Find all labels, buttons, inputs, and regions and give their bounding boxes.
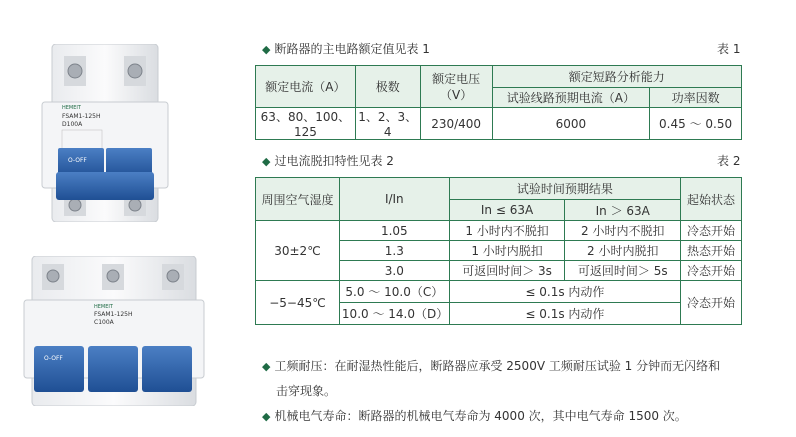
handle-left (34, 346, 84, 392)
model-label: FSAM1-125H (62, 113, 101, 120)
header-le63: In ≤ 63A (449, 200, 565, 221)
top-terminal-screw (128, 64, 142, 78)
handle-middle (88, 346, 138, 392)
cell-ratio: 10.0 ～ 14.0（D） (339, 303, 449, 325)
table-row (256, 221, 742, 241)
bottom-terminal-screw (129, 199, 141, 211)
rated-values-table (255, 65, 742, 140)
rating-label: C100A (94, 319, 114, 326)
cell-le63: 可返回时间＞ 3s (449, 261, 565, 281)
note-power-frequency-line1: 工频耐压：在耐湿热性能后，断路器应承受 2500V 工频耐压试验 1 分钟而无闪络和 (274, 359, 721, 373)
cell-temp-group2: −5−45℃ (256, 281, 340, 325)
breaker-2p-image (36, 44, 174, 222)
brand-label: HEMEIT (94, 304, 113, 310)
header-poles: 极数 (355, 66, 420, 108)
header-rated-current: 额定电流（A） (256, 66, 356, 108)
cell-gt63: 可返回时间＞ 5s (565, 261, 681, 281)
cell-state: 热态开始 (681, 241, 742, 261)
header-power-factor: 功率因数 (650, 88, 742, 108)
header-result: 试验时间预期结果 (449, 178, 680, 200)
cell-result: ≤ 0.1s 内动作 (449, 303, 680, 325)
cell-rated-voltage: 230/400 (420, 108, 492, 140)
table1-heading (262, 40, 430, 57)
cell-state-group2: 冷态开始 (681, 281, 742, 325)
header-expected-current: 试验线路预期电流（A） (492, 88, 650, 108)
table1-title: 断路器的主电路额定值见表 1 (274, 42, 430, 56)
cell-power-factor: 0.45 ～ 0.50 (650, 108, 742, 140)
cell-ratio: 1.3 (339, 241, 449, 261)
cell-gt63: 2 小时内脱扣 (565, 241, 681, 261)
overcurrent-trip-table (255, 177, 742, 325)
model-label: FSAM1-125H (94, 311, 133, 318)
table-row (256, 108, 742, 140)
breaker-3p-image (22, 256, 206, 406)
top-terminal-screw (167, 270, 179, 282)
header-gt63: In ＞ 63A (565, 200, 681, 221)
top-terminal-screw (68, 64, 82, 78)
cell-le63: 1 小时内脱扣 (449, 241, 565, 261)
header-short-circuit: 额定短路分析能力 (492, 66, 741, 88)
table2-number: 表 2 (717, 154, 741, 168)
note-power-frequency-line2: 击穿现象。 (276, 384, 337, 398)
cell-gt63: 2 小时内不脱扣 (565, 221, 681, 241)
rating-label: D100A (62, 121, 83, 128)
bottom-terminal-screw (69, 199, 81, 211)
table-row (256, 281, 742, 303)
handle-bar (56, 172, 154, 200)
note-power-frequency (262, 354, 720, 403)
header-ratio: I/In (339, 178, 449, 221)
cell-result: ≤ 0.1s 内动作 (449, 281, 680, 303)
cell-expected-current: 6000 (492, 108, 650, 140)
table2-title: 过电流脱扣特性见表 2 (274, 154, 394, 168)
note-endurance (262, 404, 687, 429)
diamond-bullet-icon: ◆ (262, 43, 271, 56)
cell-ratio: 5.0 ～ 10.0（C） (339, 281, 449, 303)
cell-ratio: 3.0 (339, 261, 449, 281)
diamond-bullet-icon: ◆ (262, 410, 271, 423)
cell-poles: 1、2、3、4 (355, 108, 420, 140)
brand-label: HEMEIT (62, 105, 81, 111)
top-terminal-screw (107, 270, 119, 282)
cell-state: 冷态开始 (681, 221, 742, 241)
note-endurance-text: 机械电气寿命：断路器的机械电气寿命为 4000 次，其中电气寿命 1500 次。 (274, 409, 687, 423)
diamond-bullet-icon: ◆ (262, 360, 271, 373)
header-state: 起始状态 (681, 178, 742, 221)
cell-rated-current: 63、80、100、125 (256, 108, 356, 140)
diamond-bullet-icon: ◆ (262, 155, 271, 168)
switch-label: O-OFF (44, 355, 63, 362)
cell-ratio: 1.05 (339, 221, 449, 241)
table1-number: 表 1 (717, 42, 741, 56)
switch-label: O-OFF (68, 157, 87, 164)
handle-right (142, 346, 192, 392)
table2-heading (262, 152, 394, 169)
cell-le63: 1 小时内不脱扣 (449, 221, 565, 241)
header-ambient: 周围空气湿度 (256, 178, 340, 221)
cell-temp-group1: 30±2℃ (256, 221, 340, 281)
cell-state: 冷态开始 (681, 261, 742, 281)
header-rated-voltage: 额定电压（V） (420, 66, 492, 108)
top-terminal-screw (47, 270, 59, 282)
